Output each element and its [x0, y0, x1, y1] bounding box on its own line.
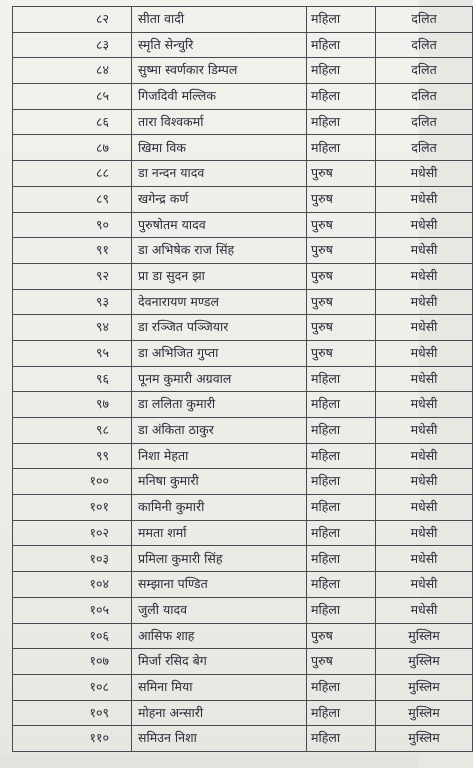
- category-cell: मधेसी: [376, 392, 473, 418]
- name-cell: डा अभिजित गुप्ता: [132, 340, 307, 366]
- table-row: [13, 495, 473, 521]
- category-cell: मधेसी: [376, 572, 473, 598]
- category-cell: मधेसी: [376, 186, 473, 212]
- gender-cell: पुरुष: [307, 289, 376, 315]
- name-cell: स्मृति सेन्चुरि: [132, 32, 307, 58]
- name-cell: खगेन्द्र कर्ण: [132, 186, 307, 212]
- serial-number-cell: १०२: [13, 520, 132, 546]
- gender-cell: पुरुष: [307, 186, 376, 212]
- gender-cell: पुरुष: [307, 238, 376, 264]
- gender-cell: पुरुष: [307, 263, 376, 289]
- serial-number-cell: १०९: [13, 700, 132, 726]
- gender-cell: महिला: [307, 674, 376, 700]
- table-row: [13, 674, 473, 700]
- table-row: [13, 289, 473, 315]
- serial-number-cell: ९५: [13, 340, 132, 366]
- gender-cell: पुरुष: [307, 315, 376, 341]
- gender-cell: महिला: [307, 392, 376, 418]
- category-cell: मधेसी: [376, 546, 473, 572]
- category-cell: दलित: [376, 7, 473, 33]
- gender-cell: महिला: [307, 32, 376, 58]
- category-cell: मधेसी: [376, 340, 473, 366]
- gender-cell: महिला: [307, 7, 376, 33]
- name-cell: निशा मेहता: [132, 443, 307, 469]
- table-row: [13, 212, 473, 238]
- gender-cell: पुरुष: [307, 623, 376, 649]
- serial-number-cell: ९८: [13, 418, 132, 444]
- gender-cell: महिला: [307, 726, 376, 752]
- gender-cell: महिला: [307, 546, 376, 572]
- category-cell: दलित: [376, 84, 473, 110]
- table-row: [13, 597, 473, 623]
- gender-cell: महिला: [307, 109, 376, 135]
- category-cell: मधेसी: [376, 443, 473, 469]
- category-cell: मुस्लिम: [376, 726, 473, 752]
- serial-number-cell: ९०: [13, 212, 132, 238]
- name-cell: डा ललिता कुमारी: [132, 392, 307, 418]
- category-cell: मुस्लिम: [376, 674, 473, 700]
- table-row: [13, 315, 473, 341]
- category-cell: मधेसी: [376, 238, 473, 264]
- table-row: [13, 469, 473, 495]
- name-cell: खिमा विक: [132, 135, 307, 161]
- category-cell: मधेसी: [376, 289, 473, 315]
- name-cell: कामिनी कुमारी: [132, 495, 307, 521]
- gender-cell: पुरुष: [307, 340, 376, 366]
- table-row: [13, 84, 473, 110]
- serial-number-cell: ९१: [13, 238, 132, 264]
- name-cell: समिना मिया: [132, 674, 307, 700]
- name-cell: डा अंकिता ठाकुर: [132, 418, 307, 444]
- gender-cell: महिला: [307, 135, 376, 161]
- serial-number-cell: १००: [13, 469, 132, 495]
- serial-number-cell: ८९: [13, 186, 132, 212]
- name-cell: देवनारायण मण्डल: [132, 289, 307, 315]
- table-row: [13, 161, 473, 187]
- serial-number-cell: ८७: [13, 135, 132, 161]
- serial-number-cell: ८५: [13, 84, 132, 110]
- serial-number-cell: १०६: [13, 623, 132, 649]
- table-row: [13, 700, 473, 726]
- category-cell: मधेसी: [376, 263, 473, 289]
- name-cell: सम्झाना पण्डित: [132, 572, 307, 598]
- serial-number-cell: १०५: [13, 597, 132, 623]
- table-row: [13, 623, 473, 649]
- gender-cell: महिला: [307, 443, 376, 469]
- name-cell: प्रा डा सुदन झा: [132, 263, 307, 289]
- name-cell: मोहना अन्सारी: [132, 700, 307, 726]
- serial-number-cell: ८८: [13, 161, 132, 187]
- gender-cell: पुरुष: [307, 161, 376, 187]
- gender-cell: पुरुष: [307, 212, 376, 238]
- category-cell: मधेसी: [376, 212, 473, 238]
- serial-number-cell: ८६: [13, 109, 132, 135]
- gender-cell: पुरुष: [307, 649, 376, 675]
- gender-cell: महिला: [307, 520, 376, 546]
- name-cell: तारा विश्वकर्मा: [132, 109, 307, 135]
- name-cell: मनिषा कुमारी: [132, 469, 307, 495]
- table-row: [13, 7, 473, 33]
- member-list-table: [12, 6, 473, 752]
- name-cell: डा अभिषेक राज सिंह: [132, 238, 307, 264]
- serial-number-cell: ९३: [13, 289, 132, 315]
- table-row: [13, 649, 473, 675]
- category-cell: मधेसी: [376, 495, 473, 521]
- serial-number-cell: ९४: [13, 315, 132, 341]
- category-cell: मुस्लिम: [376, 700, 473, 726]
- table-row: [13, 392, 473, 418]
- serial-number-cell: ८३: [13, 32, 132, 58]
- serial-number-cell: ९६: [13, 366, 132, 392]
- category-cell: दलित: [376, 58, 473, 84]
- gender-cell: महिला: [307, 418, 376, 444]
- name-cell: ममता शर्मा: [132, 520, 307, 546]
- table-row: [13, 238, 473, 264]
- name-cell: सुष्मा स्वर्णकार डिम्पल: [132, 58, 307, 84]
- serial-number-cell: १०७: [13, 649, 132, 675]
- table-row: [13, 443, 473, 469]
- table-body: [13, 7, 473, 752]
- category-cell: मधेसी: [376, 469, 473, 495]
- category-cell: दलित: [376, 135, 473, 161]
- name-cell: डा नन्दन यादव: [132, 161, 307, 187]
- gender-cell: महिला: [307, 366, 376, 392]
- serial-number-cell: ९९: [13, 443, 132, 469]
- gender-cell: महिला: [307, 495, 376, 521]
- serial-number-cell: ९२: [13, 263, 132, 289]
- table-row: [13, 58, 473, 84]
- serial-number-cell: ८२: [13, 7, 132, 33]
- gender-cell: महिला: [307, 572, 376, 598]
- gender-cell: महिला: [307, 469, 376, 495]
- category-cell: मुस्लिम: [376, 649, 473, 675]
- table-row: [13, 546, 473, 572]
- category-cell: मधेसी: [376, 418, 473, 444]
- serial-number-cell: ९७: [13, 392, 132, 418]
- table-row: [13, 418, 473, 444]
- table-row: [13, 109, 473, 135]
- gender-cell: महिला: [307, 597, 376, 623]
- name-cell: प्रमिला कुमारी सिंह: [132, 546, 307, 572]
- table-row: [13, 32, 473, 58]
- name-cell: समिउन निशा: [132, 726, 307, 752]
- table-row: [13, 726, 473, 752]
- category-cell: दलित: [376, 32, 473, 58]
- category-cell: मधेसी: [376, 597, 473, 623]
- category-cell: मधेसी: [376, 366, 473, 392]
- category-cell: मुस्लिम: [376, 623, 473, 649]
- table-row: [13, 263, 473, 289]
- name-cell: आसिफ शाह: [132, 623, 307, 649]
- gender-cell: महिला: [307, 700, 376, 726]
- table-row: [13, 520, 473, 546]
- category-cell: मधेसी: [376, 161, 473, 187]
- name-cell: सीता वादी: [132, 7, 307, 33]
- category-cell: मधेसी: [376, 315, 473, 341]
- serial-number-cell: १०८: [13, 674, 132, 700]
- gender-cell: महिला: [307, 58, 376, 84]
- serial-number-cell: १०४: [13, 572, 132, 598]
- serial-number-cell: ११०: [13, 726, 132, 752]
- table-row: [13, 572, 473, 598]
- name-cell: पूनम कुमारी अग्रवाल: [132, 366, 307, 392]
- table-row: [13, 186, 473, 212]
- table-row: [13, 135, 473, 161]
- category-cell: मधेसी: [376, 520, 473, 546]
- serial-number-cell: १०१: [13, 495, 132, 521]
- page-bottom-edge: [0, 755, 419, 768]
- gender-cell: महिला: [307, 84, 376, 110]
- name-cell: डा रञ्जित पञ्जियार: [132, 315, 307, 341]
- serial-number-cell: ८४: [13, 58, 132, 84]
- category-cell: दलित: [376, 109, 473, 135]
- name-cell: जुली यादव: [132, 597, 307, 623]
- name-cell: गिजदिवी मल्लिक: [132, 84, 307, 110]
- table-row: [13, 366, 473, 392]
- table-row: [13, 340, 473, 366]
- name-cell: पुरुषोतम यादव: [132, 212, 307, 238]
- serial-number-cell: १०३: [13, 546, 132, 572]
- name-cell: मिर्जा रसिद बेग: [132, 649, 307, 675]
